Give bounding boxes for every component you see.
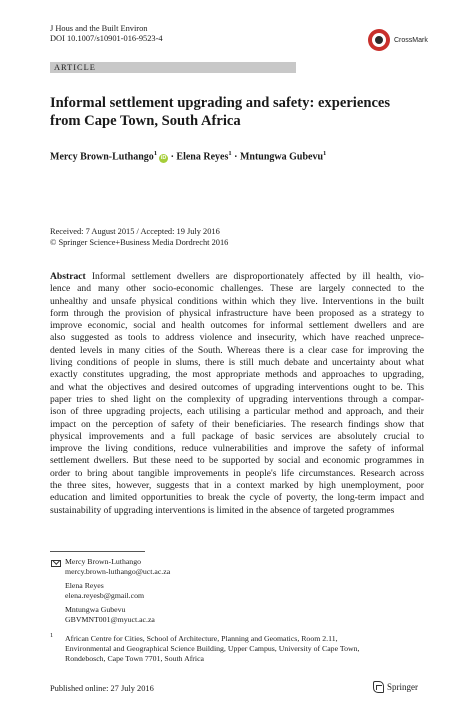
abstract-heading: Abstract <box>50 271 86 282</box>
affiliation-line: Environmental and Geographical Science Building, Upper Campus, University of Cape Town, <box>65 644 360 653</box>
footnote-divider <box>50 551 145 552</box>
crossmark-label: CrossMark <box>394 36 428 44</box>
abstract-line: unhealthy and unsafe physical conditions within which they live. Interventions in the built <box>50 295 424 307</box>
contact-block <box>65 557 170 577</box>
article-type-label: ARTICLE <box>54 63 96 72</box>
abstract-line: dented levels in many cities of the South. Whereas there is a clear case for improving the <box>50 344 424 356</box>
abstract-line <box>50 271 424 283</box>
author-separator: · <box>234 151 238 163</box>
article-dates <box>50 226 228 248</box>
author-name[interactable]: Elena Reyes <box>176 151 229 163</box>
author-affiliation-mark: 1 <box>153 150 158 157</box>
title-line: Informal settlement upgrading and safety: experiences <box>50 95 391 111</box>
contact-block <box>65 605 155 625</box>
abstract-line: lence and many other socio-economic challenges. These are largely connected to the <box>50 283 424 295</box>
abstract-line: exactly constitutes upgrading, the most appropriate methods and approaches to upgrading, <box>50 369 424 381</box>
journal-name: J Hous and the Built Environ <box>50 24 148 33</box>
contact-block <box>65 581 144 601</box>
contact-email[interactable]: elena.reyesb@gmail.com <box>65 591 145 600</box>
springer-logo[interactable] <box>373 681 418 693</box>
contact-email[interactable]: GBVMNT001@myuct.ac.za <box>65 615 155 624</box>
contact-name: Elena Reyes <box>65 581 104 590</box>
publisher-name: Springer <box>387 682 418 692</box>
journal-header <box>50 24 163 45</box>
article-type-bar <box>50 62 296 73</box>
author-affiliation-mark: 1 <box>228 150 232 157</box>
affiliation-number: 1 <box>50 632 54 639</box>
springer-horse-icon <box>373 681 384 693</box>
affiliation-line: Rondebosch, Cape Town 7701, South Africa <box>65 654 204 663</box>
envelope-icon <box>51 560 61 567</box>
abstract-line: sustainability of upgrading interventions is limited in the absence of targeted programmes <box>50 504 395 516</box>
abstract-line: the three sites, however, suggests that in a context marked by high unemployment, poor <box>50 480 424 492</box>
contact-email[interactable]: mercy.brown-luthango@uct.ac.za <box>65 567 171 576</box>
abstract-line: improve the living conditions, reduce vulnerabilities and improve the safety of informal <box>50 443 424 455</box>
author-affiliation-mark: 1 <box>323 150 327 157</box>
abstract-line: paper tries to shed light on the complexity of upgrading interventions through a compar- <box>50 393 424 405</box>
published-date: Published online: 27 July 2016 <box>50 684 154 693</box>
abstract-line: form through the provision of physical infrastructure have been proposed as a strategy to <box>50 307 424 319</box>
affiliation-line: African Centre for Cities, School of Architecture, Planning and Geomatics, Room 2.11, <box>65 634 338 643</box>
abstract-line: settlement dwellers. But these need to be supported by social and economic programmes in <box>50 455 424 467</box>
contact-name: Mercy Brown-Luthango <box>65 557 142 566</box>
abstract <box>50 271 424 517</box>
abstract-line: also suggested as tools to address violence and insecurity, which have reached unprece- <box>50 332 424 344</box>
author-separator: · <box>170 151 174 163</box>
affiliation-text <box>65 634 425 664</box>
contact-name: Mntungwa Gubevu <box>65 605 126 614</box>
abstract-line: and what the objectives and desired outcomes of upgrading interventions ought to be. This <box>50 381 424 393</box>
doi[interactable]: DOI 10.1007/s10901-016-9523-4 <box>50 34 163 44</box>
abstract-line: impact on the perception of safety of their beneficiaries. The research findings show that <box>50 418 424 430</box>
crossmark-icon <box>368 29 390 51</box>
abstract-line: living conditions of people in slums, there is still much debate and uncertainty about what <box>50 357 424 369</box>
received-accepted: Received: 7 August 2015 / Accepted: 19 July 2016 <box>50 227 220 236</box>
abstract-text: Informal settlement dwellers are disproportionately affected by ill health, vio- <box>91 271 424 282</box>
abstract-line: physical improvements and a full package of basic services are absolutely crucial to <box>50 430 424 442</box>
author-list <box>50 147 440 163</box>
abstract-line: education and limited opportunities to break the cycle of poverty, the long-term impact and <box>50 492 424 504</box>
abstract-line: order to bring about tangible improvements in people's life circumstances. Research across <box>50 467 424 479</box>
author-name[interactable]: Mercy Brown-Luthango <box>50 151 154 163</box>
crossmark-badge[interactable] <box>368 26 432 54</box>
abstract-line: improve economic, social and health outcomes for informal settlement dwellers and are <box>50 320 424 332</box>
title-line: from Cape Town, South Africa <box>50 113 241 129</box>
copyright-line: © Springer Science+Business Media Dordrecht 2016 <box>50 238 229 247</box>
author-name[interactable]: Mntungwa Gubevu <box>239 151 324 163</box>
paper-title <box>50 94 440 130</box>
abstract-line: ison of three upgrading projects, each utilising a particular method and approach, and their <box>50 406 424 418</box>
orcid-icon[interactable]: iD <box>160 155 167 162</box>
